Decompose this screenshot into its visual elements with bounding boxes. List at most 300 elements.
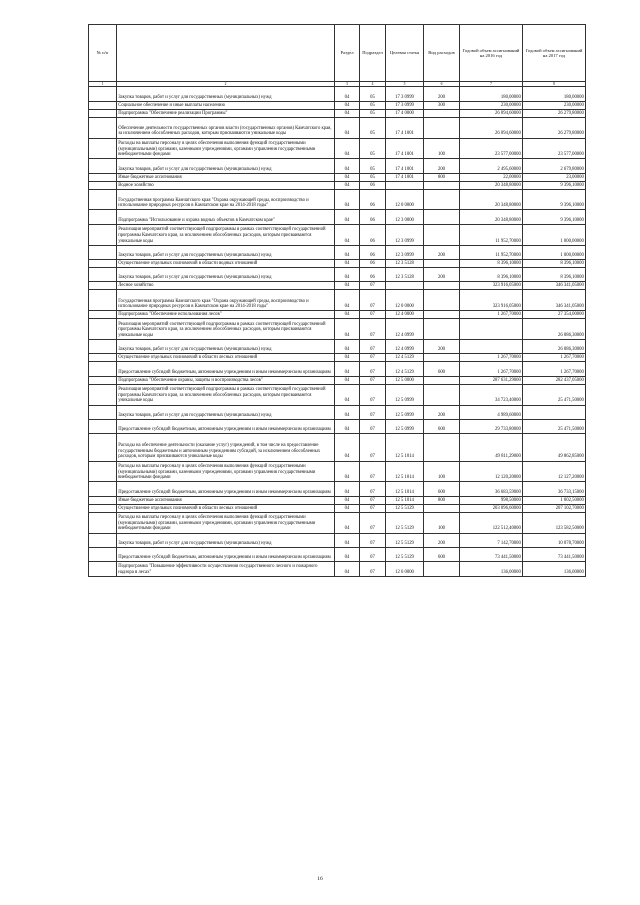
row-amount-2017: 180,00000: [523, 87, 586, 101]
row-name: Подпрограмма "Обеспечение реализации Программы": [117, 109, 335, 117]
header-subsection: Подраздел: [360, 25, 386, 82]
row-section: 04: [335, 496, 360, 504]
row-section: 04: [335, 260, 360, 268]
table-row: [89, 101, 586, 109]
row-amount-2016: 20 348,80000: [460, 210, 523, 224]
row-amount-2017: 73 441,50000: [523, 547, 586, 561]
row-target: 12 4 0000: [386, 311, 424, 319]
row-subsection: 07: [360, 419, 386, 433]
row-name: Предоставление субсидий бюджетным, автономным учреждениям и иным некоммерческим организациям: [117, 482, 335, 496]
row-number: [89, 173, 117, 181]
row-kind: 800: [424, 496, 460, 504]
row-amount-2017: 26 086,30000: [523, 340, 586, 354]
row-amount-2016: 4 989,60000: [460, 405, 523, 419]
table-row: [89, 319, 586, 340]
row-target: 12 4 5129: [386, 354, 424, 362]
row-target: 12 5 1014: [386, 482, 424, 496]
row-subsection: 07: [360, 354, 386, 362]
column-number: 7: [460, 82, 523, 87]
row-subsection: 06: [360, 268, 386, 282]
row-section: 04: [335, 461, 360, 482]
header-2017: Годовой объем ассигнований на 2017 год: [523, 25, 586, 82]
row-name: Расходы на обеспечение деятельности (оказание услуг) учреждений, в том числе на предоставление государственным бюджетным и автономным учреждениям субсидий, за исключением обособленных расходов, которым присваиваются уникальные коды: [117, 434, 335, 461]
row-amount-2017: 26 279,80000: [523, 109, 586, 117]
row-amount-2016: [460, 340, 523, 354]
row-kind: 100: [424, 138, 460, 159]
row-section: 04: [335, 319, 360, 340]
row-amount-2017: 10 078,70000: [523, 533, 586, 547]
row-subsection: 05: [360, 109, 386, 117]
row-amount-2016: 20 348,80000: [460, 189, 523, 210]
row-kind: 200: [424, 245, 460, 259]
row-target: [386, 181, 424, 189]
row-number: [89, 268, 117, 282]
row-section: 04: [335, 482, 360, 496]
row-amount-2017: 25 471,50000: [523, 419, 586, 433]
row-amount-2017: 26 086,30000: [523, 319, 586, 340]
row-amount-2017: 1 267,70000: [523, 354, 586, 362]
column-number: 8: [523, 82, 586, 87]
row-amount-2016: 23 577,00000: [460, 138, 523, 159]
row-target: 17 4 0000: [386, 109, 424, 117]
row-subsection: 07: [360, 547, 386, 561]
row-number: [89, 512, 117, 533]
row-amount-2017: 9 396,10000: [523, 181, 586, 189]
header-target: Целевая статья: [386, 25, 424, 82]
row-amount-2016: 7 142,70000: [460, 533, 523, 547]
row-name: Государственная программа Камчатского края "Охрана окружающей среды, воспроизводство и использование природных ресурсов в Камчатском крае на 2014-2018 годы": [117, 290, 335, 311]
row-amount-2017: 136,00000: [523, 562, 586, 576]
row-amount-2017: 282 437,05000: [523, 376, 586, 384]
row-section: 04: [335, 181, 360, 189]
row-subsection: 05: [360, 87, 386, 101]
row-number: [89, 189, 117, 210]
row-target: 17 4 1001: [386, 117, 424, 138]
row-target: 12 5 5129: [386, 504, 424, 512]
table-row: [89, 434, 586, 461]
row-kind: 800: [424, 173, 460, 181]
row-amount-2017: 26 279,80000: [523, 117, 586, 138]
row-number: [89, 547, 117, 561]
row-kind: [424, 109, 460, 117]
row-target: 12 5 0000: [386, 376, 424, 384]
row-name: Иные бюджетные ассигнования: [117, 496, 335, 504]
row-section: 04: [335, 210, 360, 224]
row-target: 12 0 0000: [386, 290, 424, 311]
row-amount-2017: 1 267,70000: [523, 362, 586, 376]
row-section: 04: [335, 362, 360, 376]
row-name: Закупка товаров, работ и услуг для государственных (муниципальных) нужд: [117, 268, 335, 282]
row-kind: [424, 117, 460, 138]
row-number: [89, 87, 117, 101]
row-name: Осуществление отдельных полномочий в области лесных отношений: [117, 354, 335, 362]
row-number: [89, 117, 117, 138]
row-section: 04: [335, 224, 360, 245]
row-amount-2016: 2 495,60000: [460, 159, 523, 173]
row-number: [89, 384, 117, 405]
row-amount-2017: 49 862,85000: [523, 434, 586, 461]
row-kind: 100: [424, 512, 460, 533]
row-target: 12 4 5129: [386, 362, 424, 376]
row-target: 12 0 0000: [386, 189, 424, 210]
row-number: [89, 340, 117, 354]
row-subsection: 07: [360, 282, 386, 290]
budget-sheet: [88, 24, 585, 577]
row-amount-2016: 8 396,10000: [460, 260, 523, 268]
row-kind: [424, 384, 460, 405]
row-name: Расходы на выплаты персоналу в целях обеспечения выполнения функций государственными (муниципальными) органами, казенными учреждениями, органами управления государственными внебюджетными фондами: [117, 138, 335, 159]
table-row: [89, 189, 586, 210]
row-name: Расходы на выплаты персоналу в целях обеспечения выполнения функций государственными (муниципальными) органами, казенными учреждениями, органами управления государственными внебюджетными фондами: [117, 461, 335, 482]
row-amount-2017: 230,00000: [523, 101, 586, 109]
row-number: [89, 562, 117, 576]
row-section: 04: [335, 268, 360, 282]
row-kind: [424, 189, 460, 210]
row-subsection: 07: [360, 319, 386, 340]
row-amount-2016: 29 733,80000: [460, 419, 523, 433]
row-target: 12 4 0999: [386, 340, 424, 354]
header-row: [89, 25, 586, 82]
row-number: [89, 376, 117, 384]
table-row: [89, 87, 586, 101]
row-number: [89, 434, 117, 461]
row-section: 04: [335, 117, 360, 138]
row-number: [89, 282, 117, 290]
row-name: Социальное обеспечение и иные выплаты населению: [117, 101, 335, 109]
row-kind: [424, 260, 460, 268]
row-section: 04: [335, 311, 360, 319]
row-kind: [424, 319, 460, 340]
row-kind: 600: [424, 482, 460, 496]
row-amount-2017: 1 002,50000: [523, 496, 586, 504]
row-name: Реализация мероприятий соответствующей подпрограммы в рамках соответствующей государственной программы Камчатского края, за исключением обособленных расходов, которым присваиваются уникальные коды: [117, 319, 335, 340]
column-number: 6: [424, 82, 460, 87]
row-subsection: 06: [360, 260, 386, 268]
row-name: Подпрограмма "Обеспечение использования лесов": [117, 311, 335, 319]
row-amount-2016: 998,50000: [460, 496, 523, 504]
table-row: [89, 138, 586, 159]
row-kind: [424, 504, 460, 512]
row-name: Расходы на выплаты персоналу в целях обеспечения выполнения функций государственными (муниципальными) органами, казенными учреждениями, органами управления государственными внебюджетными фондами: [117, 512, 335, 533]
row-section: 04: [335, 547, 360, 561]
row-amount-2016: 26 094,60000: [460, 109, 523, 117]
row-target: 12 5 5129: [386, 512, 424, 533]
row-kind: 200: [424, 340, 460, 354]
row-target: 12 5 0999: [386, 419, 424, 433]
row-amount-2016: 73 441,50000: [460, 547, 523, 561]
row-subsection: 06: [360, 210, 386, 224]
row-section: 04: [335, 189, 360, 210]
row-number: [89, 504, 117, 512]
table-row: [89, 311, 586, 319]
row-amount-2017: 1 000,00000: [523, 245, 586, 259]
row-section: 04: [335, 87, 360, 101]
row-name: Подпрограмма "Обеспечение охраны, защиты и воспроизводства лесов": [117, 376, 335, 384]
row-number: [89, 496, 117, 504]
row-target: 17 4 1001: [386, 173, 424, 181]
row-subsection: 07: [360, 482, 386, 496]
row-target: 12 3 0000: [386, 210, 424, 224]
row-section: 04: [335, 101, 360, 109]
row-amount-2017: 2 679,80000: [523, 159, 586, 173]
table-row: [89, 461, 586, 482]
row-name: Государственная программа Камчатского края "Охрана окружающей среды, воспроизводство и использование природных ресурсов в Камчатском крае на 2014-2018 годы": [117, 189, 335, 210]
row-subsection: 07: [360, 504, 386, 512]
row-name: Водное хозяйство: [117, 181, 335, 189]
row-kind: 300: [424, 101, 460, 109]
row-number: [89, 245, 117, 259]
row-target: 12 3 5128: [386, 268, 424, 282]
row-target: 12 5 0999: [386, 405, 424, 419]
row-amount-2017: 8 396,10000: [523, 260, 586, 268]
row-number: [89, 159, 117, 173]
row-subsection: 05: [360, 173, 386, 181]
row-name: Подпрограмма "Использование и охрана водных объектов в Камчатском крае": [117, 210, 335, 224]
row-number: [89, 181, 117, 189]
table-row: [89, 181, 586, 189]
row-target: 17 4 1001: [386, 159, 424, 173]
row-amount-2017: 9 396,10000: [523, 189, 586, 210]
row-section: 04: [335, 504, 360, 512]
row-subsection: 06: [360, 189, 386, 210]
row-target: 17 4 1001: [386, 138, 424, 159]
row-amount-2017: 12 127,20000: [523, 461, 586, 482]
row-amount-2016: 1 267,70000: [460, 354, 523, 362]
row-number: [89, 482, 117, 496]
row-subsection: 07: [360, 290, 386, 311]
row-subsection: 07: [360, 384, 386, 405]
row-target: 12 5 0999: [386, 384, 424, 405]
row-subsection: 07: [360, 376, 386, 384]
row-kind: [424, 181, 460, 189]
row-number: [89, 319, 117, 340]
row-subsection: 05: [360, 117, 386, 138]
row-kind: [424, 562, 460, 576]
row-kind: 200: [424, 268, 460, 282]
row-subsection: 07: [360, 496, 386, 504]
row-subsection: 07: [360, 362, 386, 376]
row-target: 12 4 0999: [386, 319, 424, 340]
column-number: 1: [89, 82, 117, 87]
row-subsection: 07: [360, 562, 386, 576]
row-subsection: 05: [360, 101, 386, 109]
row-amount-2016: 203 096,60000: [460, 504, 523, 512]
row-number: [89, 533, 117, 547]
row-amount-2016: 26 094,60000: [460, 117, 523, 138]
row-name: Предоставление субсидий бюджетным, автономным учреждениям и иным некоммерческим организациям: [117, 419, 335, 433]
row-target: 17 3 0999: [386, 87, 424, 101]
row-amount-2017: [523, 405, 586, 419]
row-amount-2017: 27 354,00000: [523, 311, 586, 319]
row-subsection: 05: [360, 159, 386, 173]
table-body: [89, 87, 586, 576]
row-section: 04: [335, 533, 360, 547]
table-row: [89, 260, 586, 268]
row-kind: 200: [424, 87, 460, 101]
header-kind: Вид расходов: [424, 25, 460, 82]
row-target: 12 5 5129: [386, 533, 424, 547]
row-number: [89, 311, 117, 319]
row-section: 04: [335, 434, 360, 461]
row-section: 04: [335, 173, 360, 181]
row-section: 04: [335, 159, 360, 173]
row-name: Иные бюджетные ассигнования: [117, 173, 335, 181]
row-kind: [424, 290, 460, 311]
table-row: [89, 340, 586, 354]
row-section: 04: [335, 562, 360, 576]
row-amount-2017: 207 102,70000: [523, 504, 586, 512]
table-row: [89, 547, 586, 561]
row-kind: [424, 210, 460, 224]
column-number: 5: [386, 82, 424, 87]
column-number: 4: [360, 82, 386, 87]
budget-table: [88, 24, 586, 577]
row-subsection: 06: [360, 224, 386, 245]
row-target: 12 5 1014: [386, 434, 424, 461]
row-amount-2016: 323 916,05000: [460, 290, 523, 311]
row-number: [89, 224, 117, 245]
table-row: [89, 159, 586, 173]
row-amount-2017: 1 000,00000: [523, 224, 586, 245]
table-row: [89, 354, 586, 362]
row-name: Закупка товаров, работ и услуг для государственных (муниципальных) нужд: [117, 245, 335, 259]
table-row: [89, 376, 586, 384]
row-kind: [424, 434, 460, 461]
table-row: [89, 282, 586, 290]
row-subsection: 07: [360, 405, 386, 419]
row-section: 04: [335, 245, 360, 259]
row-section: 04: [335, 290, 360, 311]
row-target: [386, 282, 424, 290]
page-number: 16: [317, 876, 323, 882]
table-row: [89, 384, 586, 405]
row-kind: [424, 376, 460, 384]
row-section: 04: [335, 376, 360, 384]
row-amount-2016: 12 120,20000: [460, 461, 523, 482]
row-name: Осуществление отдельных полномочий в области лесных отношений: [117, 504, 335, 512]
header-2016: Годовой объем ассигнований на 2016 год: [460, 25, 523, 82]
row-amount-2017: 8 396,10000: [523, 268, 586, 282]
row-subsection: 07: [360, 512, 386, 533]
header-num: № п/п: [89, 25, 117, 82]
row-amount-2016: 1 267,70000: [460, 311, 523, 319]
row-amount-2017: 25 471,50000: [523, 384, 586, 405]
row-kind: [424, 224, 460, 245]
row-number: [89, 362, 117, 376]
row-amount-2016: 34 723,40000: [460, 384, 523, 405]
row-amount-2016: 136,00000: [460, 562, 523, 576]
row-name: Предоставление субсидий бюджетным, автономным учреждениям и иным некоммерческим организациям: [117, 362, 335, 376]
row-amount-2016: 11 952,70000: [460, 224, 523, 245]
row-section: 04: [335, 354, 360, 362]
row-kind: 600: [424, 362, 460, 376]
row-subsection: 07: [360, 434, 386, 461]
table-row: [89, 405, 586, 419]
row-amount-2016: 36 683,59000: [460, 482, 523, 496]
table-row: [89, 419, 586, 433]
row-amount-2017: 9 396,10000: [523, 210, 586, 224]
row-amount-2016: [460, 319, 523, 340]
table-row: [89, 268, 586, 282]
row-amount-2017: 23,00000: [523, 173, 586, 181]
table-row: [89, 290, 586, 311]
row-target: 12 3 0999: [386, 245, 424, 259]
row-amount-2016: 22,00000: [460, 173, 523, 181]
row-section: 04: [335, 512, 360, 533]
row-amount-2016: 323 916,05000: [460, 282, 523, 290]
row-number: [89, 260, 117, 268]
row-target: 12 3 0999: [386, 224, 424, 245]
row-name: Закупка товаров, работ и услуг для государственных (муниципальных) нужд: [117, 159, 335, 173]
row-section: 04: [335, 282, 360, 290]
row-target: 12 6 0000: [386, 562, 424, 576]
row-amount-2017: 23 577,00000: [523, 138, 586, 159]
row-number: [89, 210, 117, 224]
table-row: [89, 173, 586, 181]
row-name: Реализация мероприятий соответствующей подпрограммы в рамках соответствующей государственной программы Камчатского края, за исключением обособленных расходов, которым присваиваются уникальные коды: [117, 384, 335, 405]
header-name: [117, 25, 335, 82]
row-subsection: 05: [360, 138, 386, 159]
row-kind: 200: [424, 159, 460, 173]
row-name: Закупка товаров, работ и услуг для государственных (муниципальных) нужд: [117, 533, 335, 547]
row-amount-2016: 49 811,29000: [460, 434, 523, 461]
row-section: 04: [335, 109, 360, 117]
row-amount-2016: 287 631,29000: [460, 376, 523, 384]
row-number: [89, 405, 117, 419]
row-section: 04: [335, 419, 360, 433]
row-number: [89, 290, 117, 311]
table-row: [89, 109, 586, 117]
row-amount-2016: 11 952,70000: [460, 245, 523, 259]
row-target: 17 3 0999: [386, 101, 424, 109]
row-number: [89, 419, 117, 433]
header-section: Раздел: [335, 25, 360, 82]
row-name: Реализация мероприятий соответствующей подпрограммы в рамках соответствующей государственной программы Камчатского края, за исключением обособленных расходов, которым присваиваются уникальные коды: [117, 224, 335, 245]
row-kind: 200: [424, 405, 460, 419]
row-number: [89, 109, 117, 117]
column-number: 3: [335, 82, 360, 87]
table-row: [89, 482, 586, 496]
table-row: [89, 362, 586, 376]
row-kind: [424, 282, 460, 290]
row-name: Закупка товаров, работ и услуг для государственных (муниципальных) нужд: [117, 340, 335, 354]
row-amount-2017: 346 341,05000: [523, 290, 586, 311]
table-row: [89, 210, 586, 224]
row-name: Предоставление субсидий бюджетным, автономным учреждениям и иным некоммерческим организациям: [117, 547, 335, 561]
table-row: [89, 496, 586, 504]
row-subsection: 07: [360, 340, 386, 354]
row-kind: 600: [424, 547, 460, 561]
row-amount-2017: 36 733,15000: [523, 482, 586, 496]
table-row: [89, 245, 586, 259]
row-section: 04: [335, 340, 360, 354]
row-name: Подпрограмма "Повышение эффективности осуществления государственного лесного и пожарного надзора в лесах": [117, 562, 335, 576]
row-amount-2016: 20 348,80000: [460, 181, 523, 189]
row-subsection: 07: [360, 311, 386, 319]
row-number: [89, 101, 117, 109]
row-amount-2016: 122 512,40000: [460, 512, 523, 533]
table-row: [89, 562, 586, 576]
row-amount-2016: 8 396,10000: [460, 268, 523, 282]
row-kind: [424, 311, 460, 319]
row-subsection: 07: [360, 461, 386, 482]
table-row: [89, 533, 586, 547]
row-subsection: 06: [360, 181, 386, 189]
row-kind: 600: [424, 419, 460, 433]
row-name: Обеспечение деятельности государственных органов власти (государственных органов) Камчатского края, за исключением обособленных расходов, которым присваиваются уникальные коды: [117, 117, 335, 138]
row-target: 12 5 5129: [386, 547, 424, 561]
row-section: 04: [335, 138, 360, 159]
